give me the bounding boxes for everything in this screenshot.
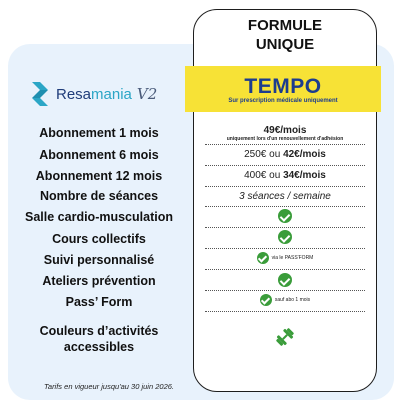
value-12-months (205, 170, 365, 181)
row-label-workshops: Ateliers prévention (42, 274, 156, 288)
dumbbell-icon (274, 326, 296, 348)
row-label-coaching: Suivi personnalisé (43, 253, 155, 267)
row-label-sessions: Nombre de séances (39, 189, 159, 203)
row-divider (205, 311, 365, 312)
row-divider (205, 186, 365, 187)
value-workshops (205, 273, 365, 287)
row-label-cardio: Salle cardio-musculation (25, 210, 173, 224)
row-divider (205, 206, 365, 207)
plan-name: TEMPO (244, 75, 322, 98)
value-12-months-plain: 400€ ou (244, 170, 284, 181)
value-sessions: 3 séances / semaine (239, 191, 331, 202)
row-label-1-month: Abonnement 1 mois (39, 126, 159, 140)
value-passform (205, 294, 365, 306)
row-label-colors-line1: Couleurs d’activités (39, 324, 159, 338)
footer-note: Tarifs en vigueur jusqu'au 30 juin 2026. (44, 382, 174, 391)
check-icon (260, 294, 272, 306)
value-coaching (205, 252, 365, 264)
row-label-passform: Pass’ Form (65, 295, 133, 309)
formule-line1: FORMULE (247, 17, 323, 34)
brand-version: V2 (136, 85, 158, 103)
value-12-months-bold: 34€/mois (283, 170, 326, 181)
brand-name (56, 86, 132, 103)
formule-title (193, 16, 377, 54)
row-divider (205, 144, 365, 145)
note-coaching: via le PASS'FORM (271, 255, 314, 261)
value-6-months-plain: 250€ ou (244, 149, 284, 160)
row-label-classes: Cours collectifs (52, 232, 146, 246)
plan-subtitle: Sur prescription médicale uniquement (228, 98, 338, 104)
value-6-months-bold: 42€/mois (283, 149, 326, 160)
row-label-colors-line2: accessibles (63, 340, 135, 354)
value-1-month: 49€/mois (263, 125, 307, 136)
note-1-month: uniquement lors d'un renouvellement d'adhésion (226, 136, 344, 142)
brand-part1: Resa (56, 85, 92, 103)
value-colors (205, 326, 365, 351)
value-cardio (205, 209, 365, 223)
check-icon (278, 209, 292, 223)
row-label-colors (10, 323, 188, 355)
row-label-12-months: Abonnement 12 mois (35, 169, 163, 183)
resamania-logo (28, 80, 157, 108)
check-icon (278, 273, 292, 287)
formule-line2: UNIQUE (255, 36, 315, 53)
row-divider (205, 248, 365, 249)
resamania-mark-icon (28, 80, 52, 108)
row-divider (205, 165, 365, 166)
value-classes (205, 230, 365, 244)
row-label-6-months: Abonnement 6 mois (39, 148, 159, 162)
value-6-months (205, 149, 365, 160)
check-icon (278, 230, 292, 244)
row-divider (205, 269, 365, 270)
check-icon (257, 252, 269, 264)
note-passform: sauf abo 1 mois (274, 297, 311, 303)
row-divider (205, 227, 365, 228)
row-divider (205, 290, 365, 291)
brand-part2: mania (91, 85, 132, 103)
